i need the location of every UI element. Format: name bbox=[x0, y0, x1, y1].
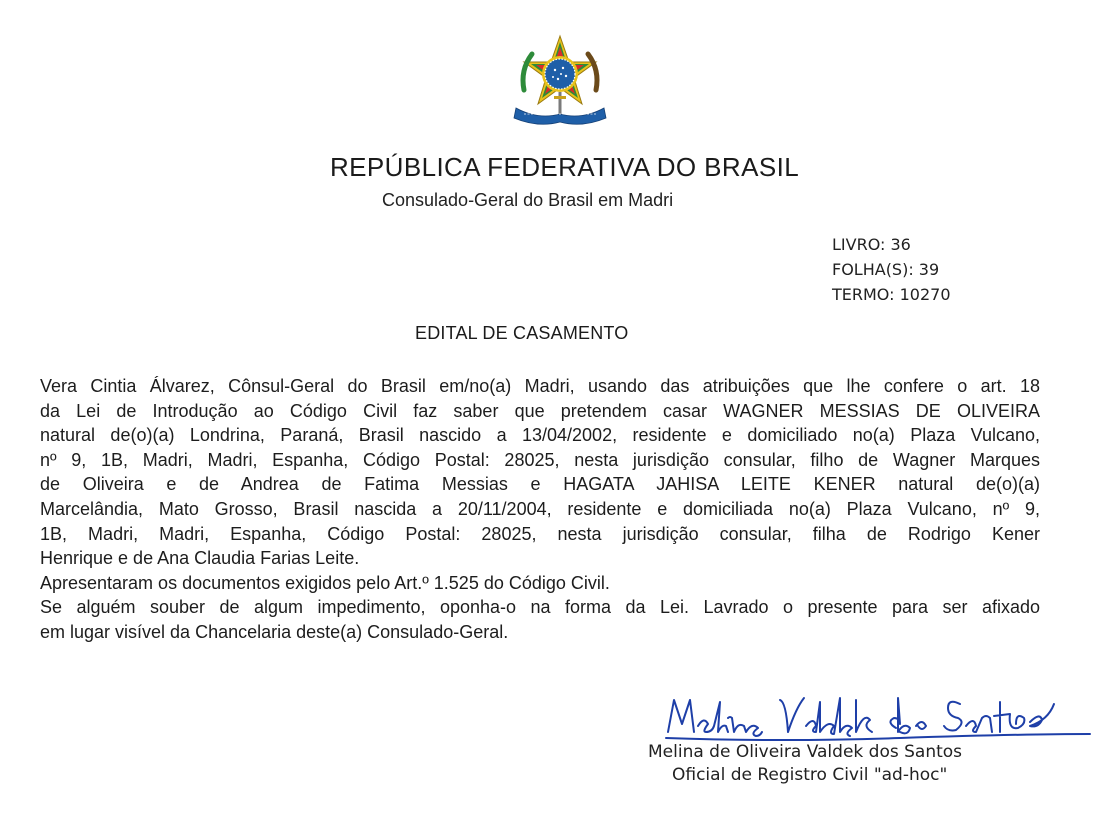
body-line: da Lei de Introdução ao Código Civil faz saber que pretendem casar WAGNER MESSIAS DE OLIVEIRA bbox=[40, 400, 1040, 421]
body-line: Henrique e de Ana Claudia Farias Leite. bbox=[40, 548, 360, 569]
registry-info bbox=[832, 232, 951, 307]
body-line: Se alguém souber de algum impedimento, oponha-o na forma da Lei. Lavrado o presente para ser afixado bbox=[40, 597, 1040, 618]
body-line: Vera Cintia Álvarez, Cônsul-Geral do Brasil em/no(a) Madri, usando das atribuições que lhe confere o art. 18 bbox=[40, 376, 1040, 396]
consulate-subheading: Consulado-Geral do Brasil em Madri bbox=[382, 190, 674, 210]
signatory-name: Melina de Oliveira Valdek dos Santos bbox=[648, 742, 963, 762]
registry-termo: TERMO: 10270 bbox=[832, 285, 951, 304]
country-heading: REPÚBLICA FEDERATIVA DO BRASIL bbox=[330, 152, 800, 182]
body-line: 1B, Madri, Madri, Espanha, Código Postal: 28025, nesta jurisdição consular, filha de Rodrigo Kener bbox=[40, 523, 1040, 544]
body-line: Apresentaram os documentos exigidos pelo Art.º 1.525 do Código Civil. bbox=[40, 572, 610, 593]
registry-folhas: FOLHA(S): 39 bbox=[832, 260, 940, 279]
body-line: natural de(o)(a) Londrina, Paraná, Brasil nascido a 13/04/2002, residente e domiciliado no(a) Plaza Vulcano, bbox=[40, 425, 1040, 446]
body-line: de Oliveira e de Andrea de Fatima Messias e HAGATA JAHISA LEITE KENER natural de(o)(a) bbox=[40, 474, 1040, 495]
brazil-coat-of-arms-icon bbox=[510, 30, 610, 130]
registry-livro: LIVRO: 36 bbox=[832, 235, 911, 254]
signatory-role: Oficial de Registro Civil "ad-hoc" bbox=[672, 765, 948, 785]
handwritten-signature bbox=[660, 688, 1100, 744]
body-line: em lugar visível da Chancelaria deste(a) Consulado-Geral. bbox=[40, 621, 509, 642]
body-line: nº 9, 1B, Madri, Madri, Espanha, Código Postal: 28025, nesta jurisdição consular, filho de Wagner Marques bbox=[40, 449, 1040, 470]
body-line: Marcelândia, Mato Grosso, Brasil nascida a 20/11/2004, residente e domiciliada no(a) Plaza Vulcano, nº 9, bbox=[40, 498, 1040, 519]
document-body bbox=[40, 374, 1040, 645]
document-title: EDITAL DE CASAMENTO bbox=[415, 323, 629, 343]
